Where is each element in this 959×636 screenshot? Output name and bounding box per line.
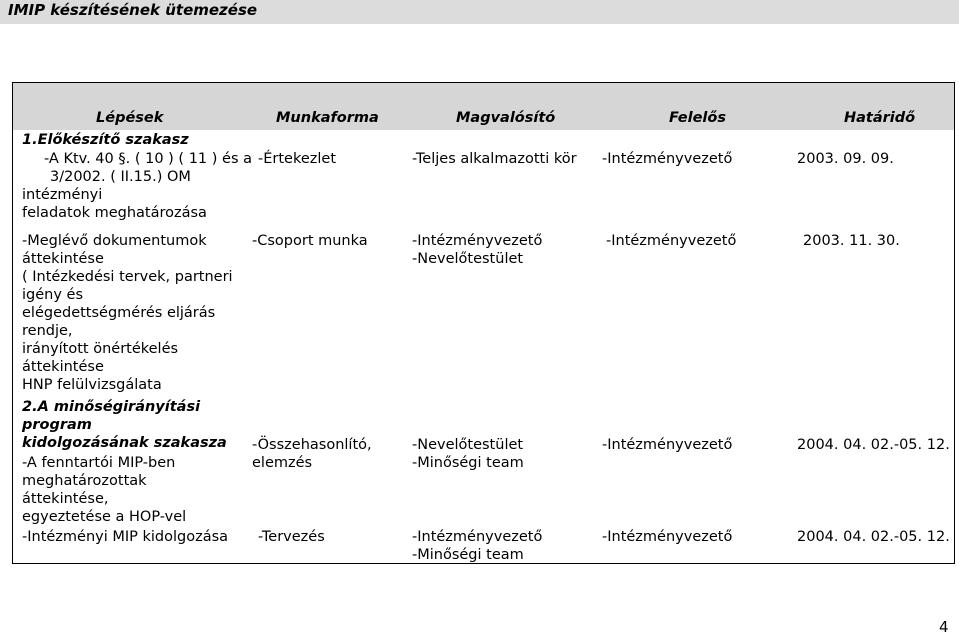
phase2-heading-line: program bbox=[22, 417, 92, 433]
phase1-step1-line: feladatok meghatározása bbox=[22, 205, 207, 221]
phase2-step1-line: áttekintése, bbox=[22, 491, 109, 507]
row2-implementer: -Nevelőtestület bbox=[412, 251, 524, 267]
phase1-step2-line: -Meglévő dokumentumok bbox=[22, 233, 207, 249]
row4-responsible: -Intézményvezető bbox=[602, 529, 733, 545]
row3-implementer: -Nevelőtestület bbox=[412, 437, 524, 453]
phase1-step2-line: áttekintése bbox=[22, 359, 104, 375]
row1-responsible: -Intézményvezető bbox=[602, 151, 733, 167]
phase1-step1-line: intézményi bbox=[22, 187, 103, 203]
row4-implementer: -Intézményvezető bbox=[412, 529, 543, 545]
phase1-heading: 1.Előkészítő szakasz bbox=[22, 132, 189, 148]
phase1-step2-line: áttekintése bbox=[22, 251, 104, 267]
phase2-step2: -Intézményi MIP kidolgozása bbox=[22, 529, 229, 545]
row1-work-form: -Értekezlet bbox=[258, 151, 337, 167]
phase2-step1-line: meghatározottak bbox=[22, 473, 147, 489]
phase1-step2-line: HNP felülvizsgálata bbox=[22, 377, 162, 393]
row4-implementer: -Minőségi team bbox=[412, 547, 524, 563]
row2-deadline: 2003. 11. 30. bbox=[803, 233, 900, 249]
header-work-form: Munkaforma bbox=[276, 110, 379, 126]
row3-deadline: 2004. 04. 02.-05. 12. bbox=[797, 437, 950, 453]
row4-work-form: -Tervezés bbox=[258, 529, 325, 545]
phase2-step1-line: egyeztetése a HOP-vel bbox=[22, 509, 187, 525]
row3-implementer: -Minőségi team bbox=[412, 455, 524, 471]
header-responsible: Felelős bbox=[669, 110, 726, 126]
row4-deadline: 2004. 04. 02.-05. 12. bbox=[797, 529, 950, 545]
phase1-step1-line: 3/2002. ( II.15.) OM bbox=[50, 169, 191, 185]
row1-implementer: -Teljes alkalmazotti kör bbox=[412, 151, 577, 167]
phase2-step1-line: -A fenntartói MIP-ben bbox=[22, 455, 176, 471]
phase2-heading-line: kidolgozásának szakasza bbox=[22, 435, 227, 451]
row2-implementer: -Intézményvezető bbox=[412, 233, 543, 249]
phase1-step2-line: irányított önértékelés bbox=[22, 341, 179, 357]
phase1-step2-line: rendje, bbox=[22, 323, 73, 339]
row2-work-form: -Csoport munka bbox=[252, 233, 368, 249]
document-title: IMIP készítésének ütemezése bbox=[8, 1, 258, 19]
phase1-step2-line: ( Intézkedési tervek, partneri bbox=[22, 269, 233, 285]
phase2-heading-line: 2.A minőségirányítási bbox=[22, 399, 201, 415]
header-implementer: Magvalósító bbox=[456, 110, 556, 126]
row3-work-form: -Összehasonlító, bbox=[252, 437, 372, 453]
row3-responsible: -Intézményvezető bbox=[602, 437, 733, 453]
row2-responsible: -Intézményvezető bbox=[606, 233, 737, 249]
row3-work-form: elemzés bbox=[252, 455, 313, 471]
header-steps: Lépések bbox=[96, 110, 164, 126]
phase1-step1-line: -A Ktv. 40 §. ( 10 ) ( 11 ) és a bbox=[44, 151, 252, 167]
page-number: 4 bbox=[939, 618, 949, 636]
header-deadline: Határidő bbox=[844, 110, 916, 126]
phase1-step2-line: igény és bbox=[22, 287, 84, 303]
phase1-step2-line: elégedettségmérés eljárás bbox=[22, 305, 216, 321]
row1-deadline: 2003. 09. 09. bbox=[797, 151, 894, 167]
